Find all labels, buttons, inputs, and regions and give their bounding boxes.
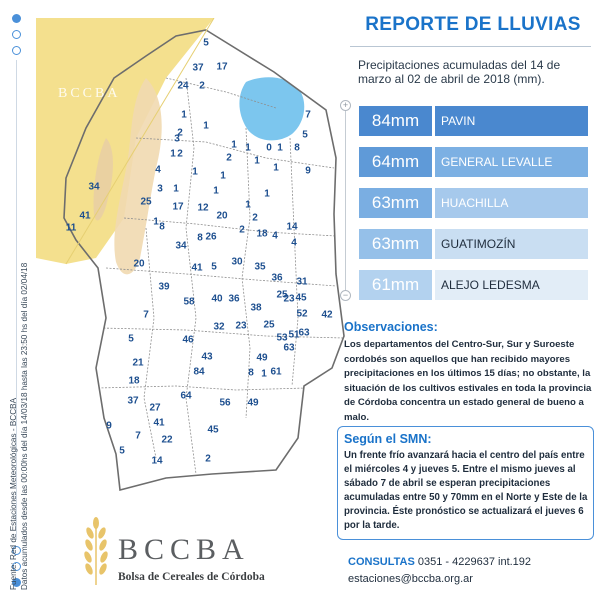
station-value: 4 bbox=[155, 164, 161, 176]
station-value: 11 bbox=[65, 222, 77, 234]
station-value: 1 bbox=[181, 109, 187, 121]
station-value: 0 bbox=[266, 142, 272, 154]
station-value: 49 bbox=[256, 352, 268, 364]
station-value: 14 bbox=[151, 455, 163, 467]
consultas-line bbox=[348, 556, 531, 568]
ranking-station: GENERAL LEVALLE bbox=[435, 147, 588, 177]
station-value: 17 bbox=[216, 61, 228, 73]
station-value: 4 bbox=[291, 237, 297, 249]
ranking-row bbox=[359, 147, 588, 177]
station-value: 41 bbox=[153, 417, 165, 429]
station-value: 8 bbox=[294, 142, 300, 154]
station-value: 1 bbox=[273, 162, 279, 174]
ranking-row bbox=[359, 229, 588, 259]
station-value: 20 bbox=[216, 210, 228, 222]
station-value: 1 bbox=[264, 188, 270, 200]
station-value: 35 bbox=[254, 261, 266, 273]
station-value: 23 bbox=[235, 320, 247, 332]
station-value: 5 bbox=[203, 37, 209, 49]
station-value: 2 bbox=[239, 224, 245, 236]
station-value: 24 bbox=[177, 80, 189, 92]
station-value: 1 bbox=[173, 183, 179, 195]
smn-title: Según el SMN: bbox=[344, 432, 432, 446]
station-value: 56 bbox=[219, 397, 231, 409]
station-value: 5 bbox=[119, 445, 125, 457]
station-value: 39 bbox=[158, 281, 170, 293]
station-value: 5 bbox=[302, 129, 308, 141]
source-note-line1: Fuente: Red de Estaciones Meteorológicas - BCCBA bbox=[9, 397, 18, 590]
plus-icon: + bbox=[340, 100, 351, 111]
ranking-value: 84mm bbox=[359, 106, 432, 136]
station-value: 3 bbox=[157, 183, 163, 195]
station-value: 7 bbox=[135, 430, 141, 442]
station-value: 1 bbox=[153, 216, 159, 228]
station-value: 1 bbox=[277, 142, 283, 154]
station-value: 53 bbox=[276, 332, 288, 344]
ranking-station: HUACHILLA bbox=[435, 188, 588, 218]
station-value: 49 bbox=[247, 397, 259, 409]
station-value: 26 bbox=[205, 231, 217, 243]
station-value: 61 bbox=[270, 366, 282, 378]
station-value: 2 bbox=[177, 148, 183, 160]
rainfall-ranking bbox=[340, 98, 592, 303]
station-value: 18 bbox=[256, 228, 268, 240]
station-value: 42 bbox=[321, 309, 333, 321]
map-watermark-logo: BCCBA bbox=[58, 86, 121, 101]
station-value: 7 bbox=[305, 109, 311, 121]
station-value: 9 bbox=[305, 165, 311, 177]
page-subtitle: Precipitaciones acumuladas del 14 de marzo al 02 de abril de 2018 (mm). bbox=[358, 58, 561, 86]
station-value: 36 bbox=[228, 293, 240, 305]
station-value: 25 bbox=[140, 196, 152, 208]
station-value: 84 bbox=[193, 366, 205, 378]
ranking-track bbox=[345, 106, 346, 298]
station-value: 21 bbox=[132, 357, 144, 369]
station-value: 2 bbox=[205, 453, 211, 465]
title-divider bbox=[350, 46, 591, 47]
station-value: 34 bbox=[88, 181, 100, 193]
station-value: 63 bbox=[283, 342, 295, 354]
ranking-row bbox=[359, 106, 588, 136]
consultas-phone: 0351 - 4229637 int.192 bbox=[417, 556, 532, 568]
left-strip bbox=[0, 0, 36, 601]
ranking-station: ALEJO LEDESMA bbox=[435, 270, 588, 300]
station-value: 51 bbox=[288, 329, 300, 341]
station-value: 52 bbox=[296, 308, 308, 320]
station-value: 1 bbox=[261, 368, 267, 380]
station-value: 1 bbox=[213, 185, 219, 197]
station-value: 1 bbox=[220, 170, 226, 182]
logo-subtitle: Bolsa de Cereales de Córdoba bbox=[118, 571, 265, 583]
station-value: 12 bbox=[197, 202, 209, 214]
station-value: 5 bbox=[211, 261, 217, 273]
station-value: 14 bbox=[286, 221, 298, 233]
station-value: 4 bbox=[272, 230, 278, 242]
station-value: 7 bbox=[143, 309, 149, 321]
consultas-label: CONSULTAS bbox=[348, 556, 415, 568]
station-value: 1 bbox=[245, 199, 251, 211]
station-value: 27 bbox=[149, 402, 161, 414]
ranking-station: GUATIMOZÍN bbox=[435, 229, 588, 259]
station-value: 3 bbox=[174, 133, 180, 145]
station-value: 8 bbox=[159, 221, 165, 233]
smn-text: Un frente frío avanzará hacia el centro del país entre el miércoles 4 y jueves 5. Entre el mismo jueves al sábado 7 de abril se esperan precipitaciones acumuladas entre 50 y 70mm en el Norte y Este de la provincia. Éste pronóstico se actualizará el jueves 6 por la tarde. bbox=[344, 450, 588, 531]
station-value: 58 bbox=[183, 296, 195, 308]
ranking-value: 63mm bbox=[359, 229, 432, 259]
station-value: 25 bbox=[276, 289, 288, 301]
station-value: 45 bbox=[207, 424, 219, 436]
observaciones-text: Los departamentos del Centro-Sur, Sur y Suroeste cordobés son aquellos que han recibido mayores precipitaciones en los últimos 15 días; no obstante, la situación de los cultivos estivales en toda la provincia de Córdoba concentra un estado general de bueno a malo. bbox=[344, 339, 592, 423]
station-value: 22 bbox=[161, 434, 173, 446]
station-value: 38 bbox=[250, 302, 262, 314]
station-value: 2 bbox=[199, 80, 205, 92]
station-value: 37 bbox=[192, 62, 204, 74]
wheat-icon bbox=[78, 517, 114, 587]
station-value: 2 bbox=[226, 152, 232, 164]
station-value: 30 bbox=[231, 256, 243, 268]
station-value: 40 bbox=[211, 293, 223, 305]
ranking-value: 61mm bbox=[359, 270, 432, 300]
strip-dot-icon bbox=[12, 14, 21, 23]
contact-email[interactable]: estaciones@bccba.org.ar bbox=[348, 573, 473, 585]
station-value: 1 bbox=[192, 166, 198, 178]
station-value: 8 bbox=[197, 232, 203, 244]
station-value: 1 bbox=[170, 148, 176, 160]
station-value: 41 bbox=[191, 262, 203, 274]
station-value: 31 bbox=[296, 276, 308, 288]
station-value: 8 bbox=[248, 367, 254, 379]
station-value: 32 bbox=[213, 321, 225, 333]
station-value: 2 bbox=[177, 127, 183, 139]
station-value: 46 bbox=[182, 334, 194, 346]
station-value: 43 bbox=[201, 351, 213, 363]
station-value: 2 bbox=[252, 212, 258, 224]
source-note bbox=[8, 30, 30, 590]
station-value: 1 bbox=[231, 139, 237, 151]
station-value: 1 bbox=[254, 155, 260, 167]
station-value: 18 bbox=[128, 375, 140, 387]
ranking-value: 64mm bbox=[359, 147, 432, 177]
page-title: REPORTE DE LLUVIAS bbox=[365, 14, 581, 35]
ranking-row bbox=[359, 270, 588, 300]
ranking-station: PAVIN bbox=[435, 106, 588, 136]
station-value: 64 bbox=[180, 390, 192, 402]
station-value: 41 bbox=[79, 210, 91, 222]
station-value: 34 bbox=[175, 240, 187, 252]
station-value: 17 bbox=[172, 201, 184, 213]
station-value: 1 bbox=[203, 120, 209, 132]
station-value: 23 bbox=[283, 293, 295, 305]
station-value: 36 bbox=[271, 272, 283, 284]
station-value: 9 bbox=[106, 420, 112, 432]
source-note-line2: Datos acumulados desde las 00:00hs del día 14/03/18 hasta las 23:50 hs del día 02/04/18 bbox=[20, 262, 29, 590]
station-value: 1 bbox=[245, 142, 251, 154]
station-value: 37 bbox=[127, 395, 139, 407]
bccba-logo bbox=[78, 517, 278, 587]
ranking-row bbox=[359, 188, 588, 218]
ranking-value: 63mm bbox=[359, 188, 432, 218]
station-value: 20 bbox=[133, 258, 145, 270]
rainfall-map bbox=[36, 18, 346, 498]
station-value: 25 bbox=[263, 319, 275, 331]
station-value: 63 bbox=[298, 327, 310, 339]
observaciones-title: Observaciones: bbox=[344, 320, 438, 334]
station-value: 5 bbox=[128, 333, 134, 345]
logo-wordmark: BCCBA bbox=[118, 533, 250, 566]
station-value: 45 bbox=[295, 292, 307, 304]
minus-icon: − bbox=[340, 290, 351, 301]
